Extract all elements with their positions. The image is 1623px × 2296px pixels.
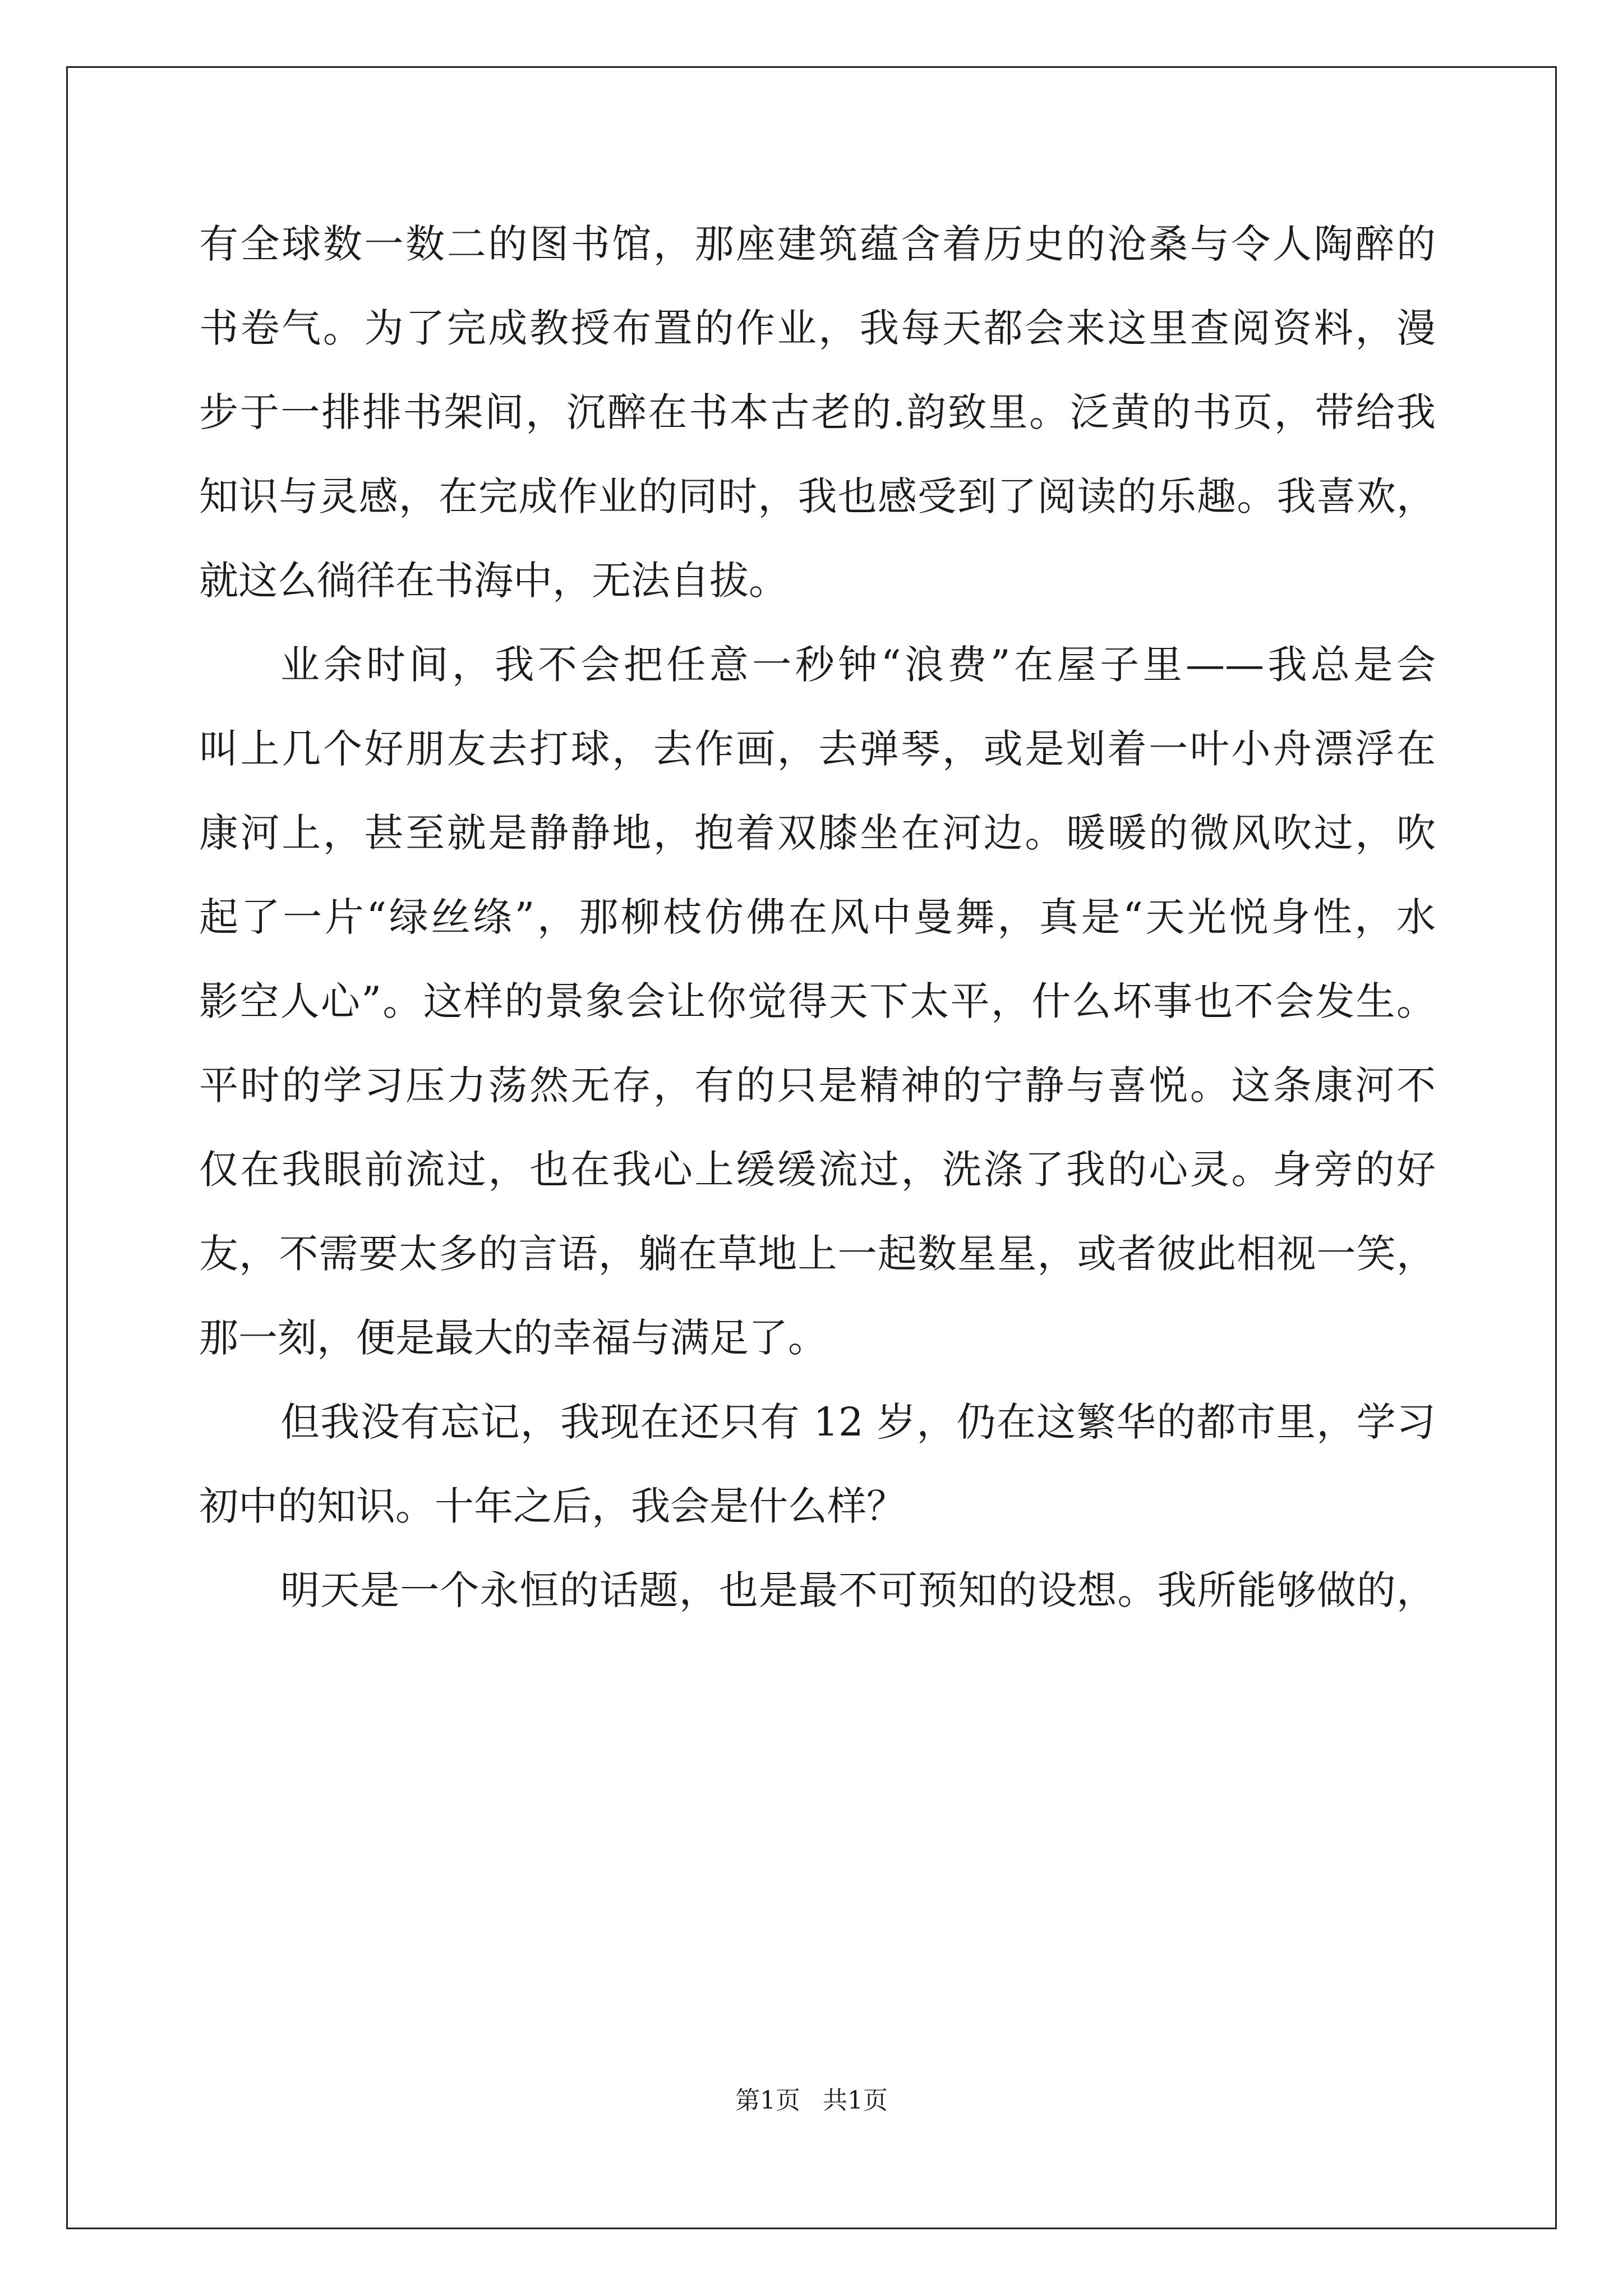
paragraph-first-line: 业余时间，我不会把任意一秒钟“浪费”在屋子里——我总是会 xyxy=(280,642,1436,688)
text-line: 友，不需要太多的言语，躺在草地上一起数星星，或者彼此相视一笑， xyxy=(199,1231,1436,1277)
text-line: 康河上，甚至就是静静地，抱着双膝坐在河边。暖暖的微风吹过，吹 xyxy=(199,810,1436,856)
text-line: 那一刻，便是最大的幸福与满足了。 xyxy=(199,1315,827,1361)
text-line: 有全球数一数二的图书馆，那座建筑蕴含着历史的沧桑与令人陶醉的 xyxy=(199,221,1436,267)
text-line: 仅在我眼前流过，也在我心上缓缓流过，洗涤了我的心灵。身旁的好 xyxy=(199,1147,1436,1193)
text-line: 起了一片“绿丝绦”，那柳枝仿佛在风中曼舞，真是“天光悦身性，水 xyxy=(199,894,1436,940)
page-footer xyxy=(0,2080,1623,2116)
text-line: 就这么徜徉在书海中，无法自拔。 xyxy=(199,558,788,604)
document-body xyxy=(199,213,1436,1644)
text-line: 平时的学习压力荡然无存，有的只是精神的宁静与喜悦。这条康河不 xyxy=(199,1062,1436,1108)
text-line: 影空人心”。这样的景象会让你觉得天下太平，什么坏事也不会发生。 xyxy=(199,978,1436,1024)
text-line: 步于一排排书架间，沉醉在书本古老的.韵致里。泛黄的书页，带给我 xyxy=(199,389,1436,435)
text-line: 叫上几个好朋友去打球，去作画，去弹琴，或是划着一叶小舟漂浮在 xyxy=(199,726,1436,772)
text-line: 知识与灵感，在完成作业的同时，我也感受到了阅读的乐趣。我喜欢， xyxy=(199,473,1436,519)
page-total: 共1页 xyxy=(823,2086,888,2115)
paragraph-first-line: 但我没有忘记，我现在还只有 12 岁，仍在这繁华的都市里，学习 xyxy=(280,1399,1436,1445)
paragraph-first-line: 明天是一个永恒的话题，也是最不可预知的设想。我所能够做的， xyxy=(280,1567,1436,1613)
page-number: 第1页 xyxy=(735,2086,800,2115)
text-line: 书卷气。为了完成教授布置的作业，我每天都会来这里查阅资料，漫 xyxy=(199,305,1436,351)
text-line: 初中的知识。十年之后，我会是什么样？ xyxy=(199,1483,906,1529)
